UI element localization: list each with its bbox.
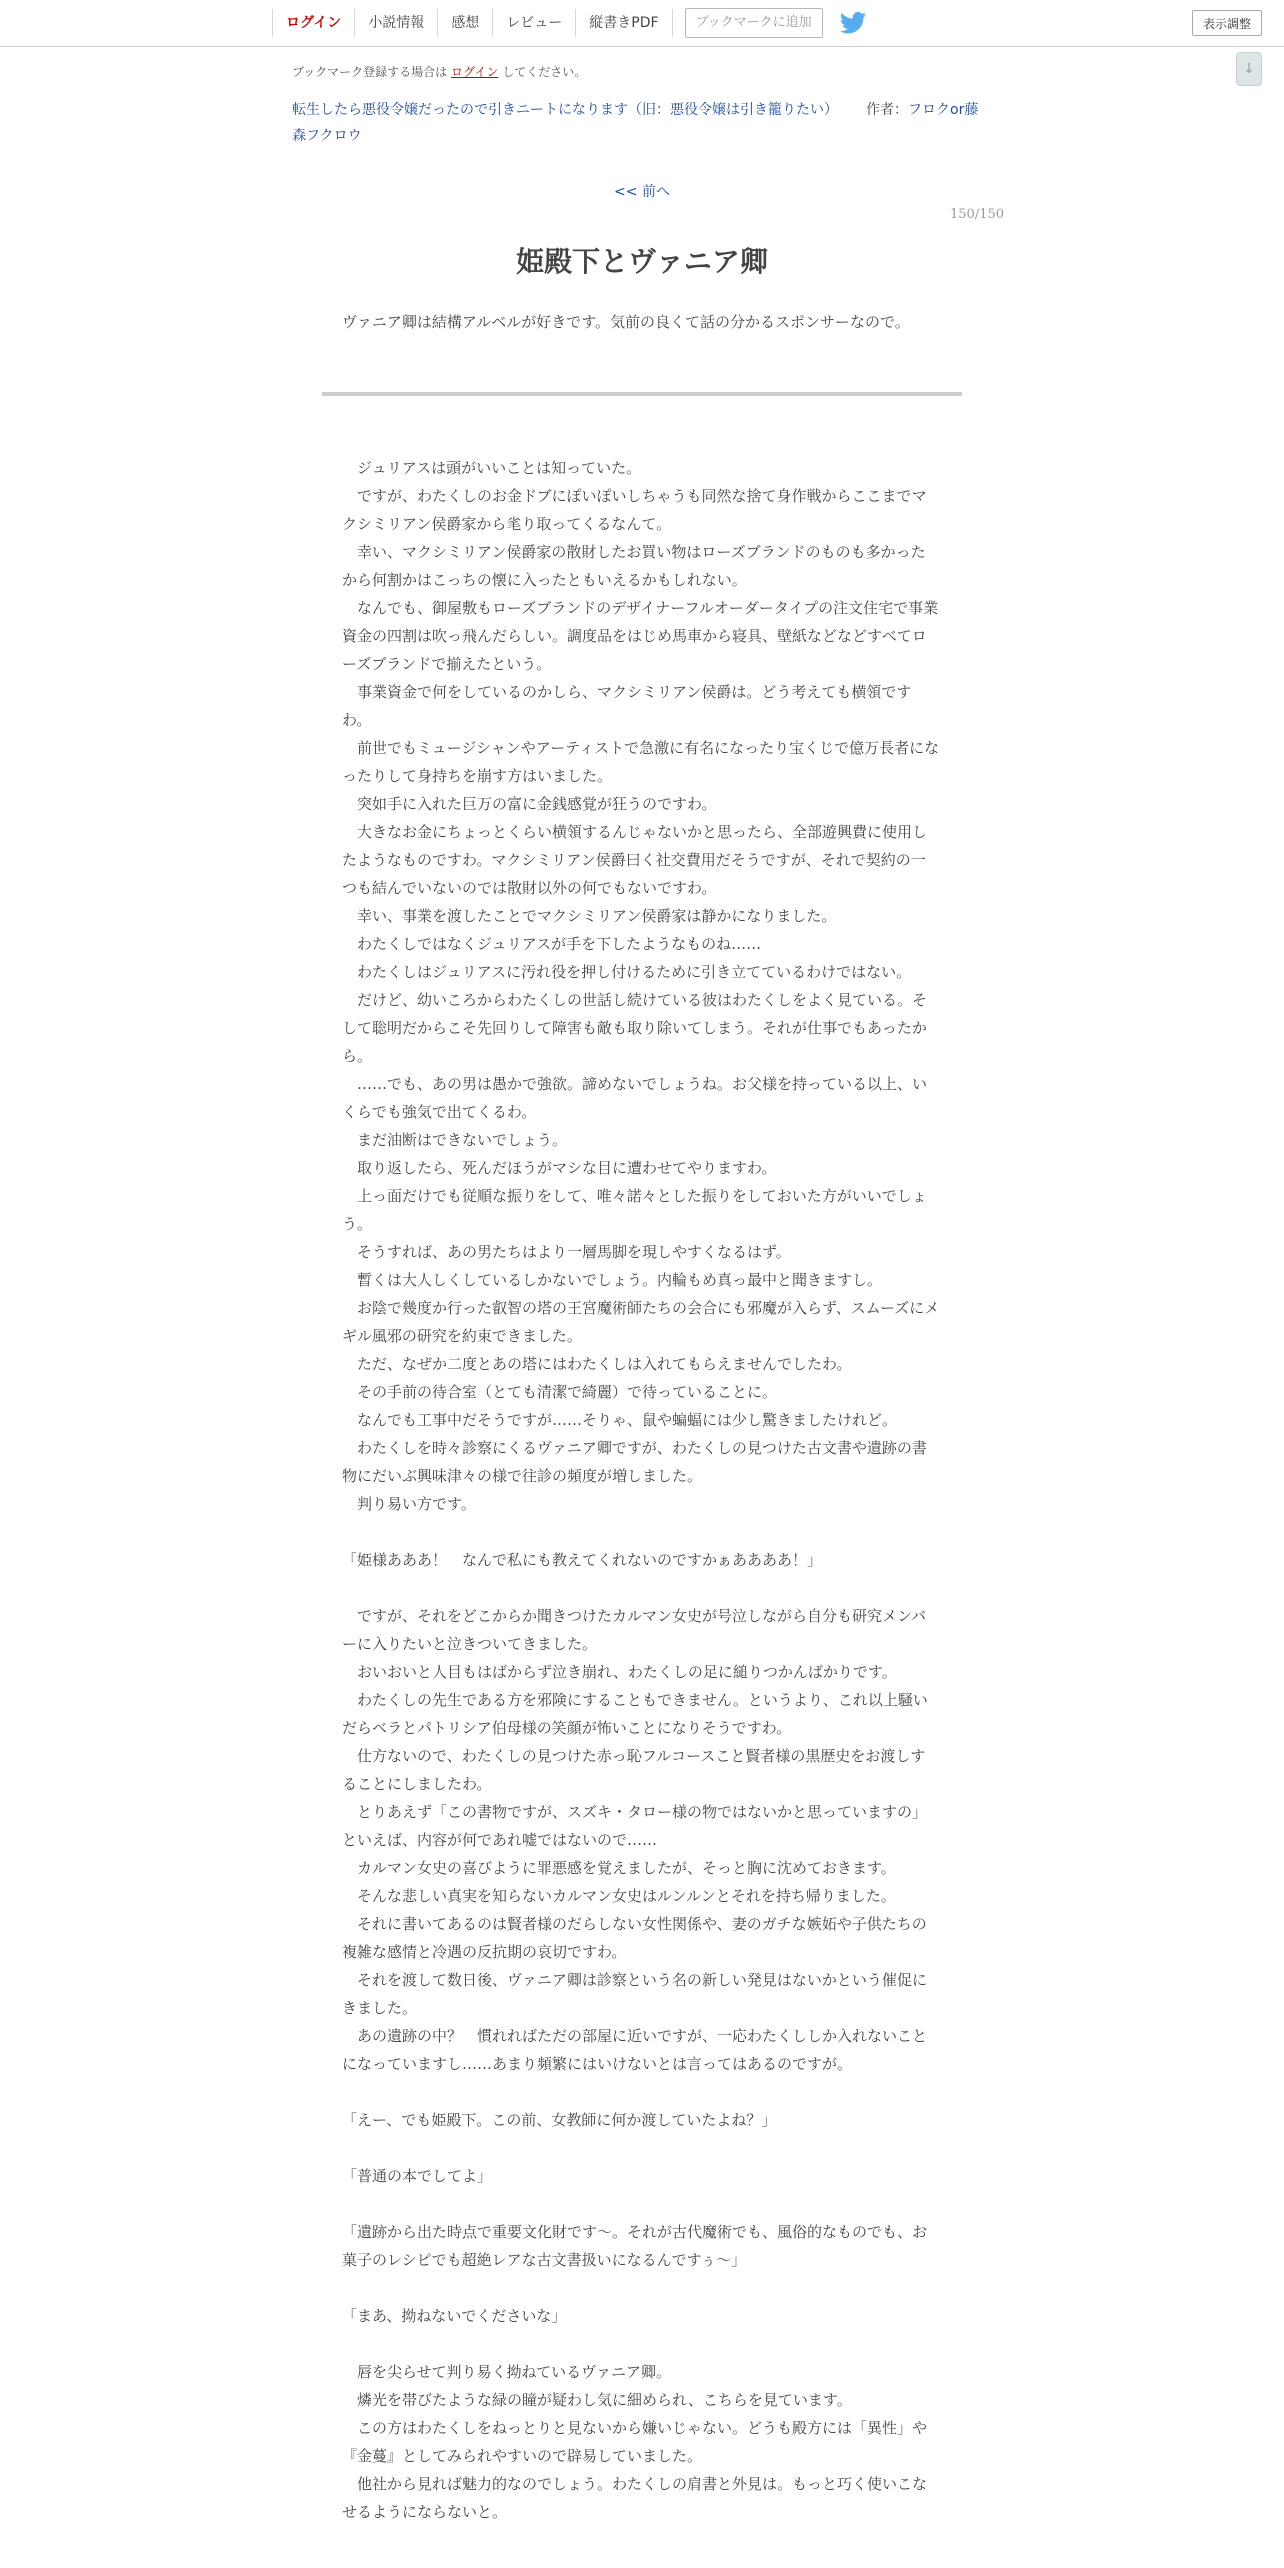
blank-line [342, 2134, 940, 2162]
body-paragraph: お陰で幾度か行った叡智の塔の王宮魔術師たちの会合にも邪魔が入らず、スムーズにメギル風邪の研究を約束できました。 [342, 1299, 940, 1345]
body-paragraph: まだ油断はできないでしょう。 [342, 1131, 568, 1149]
login-note-link[interactable]: ログイン [451, 65, 499, 79]
body-paragraph: 突如手に入れた巨万の富に金銭感覚が狂うのですわ。 [342, 795, 717, 813]
body-paragraph: 「普通の本でしてよ」 [342, 2167, 493, 2185]
body-paragraph: わたくしの先生である方を邪険にすることもできません。というより、これ以上騒いだらベラとパトリシア伯母様の笑顔が怖いことになりそうですわ。 [342, 1691, 928, 1737]
body-paragraph: カルマン女史の喜びように罪悪感を覚えましたが、そっと胸に沈めておきます。 [342, 1859, 896, 1877]
scroll-down-button[interactable]: ↓ [1236, 52, 1262, 86]
body-paragraph: ですが、わたくしのお金ドブにぽいぽいしちゃうも同然な捨て身作戦からここまでマクシミリアン侯爵家から毟り取ってくるなんて。 [342, 487, 927, 533]
body-paragraph: 「姫様あああ！ なんで私にも教えてくれないのですかぁああああ！」 [342, 1551, 823, 1569]
blank-line [342, 2274, 940, 2302]
body-paragraph: この方はわたくしをねっとりと見ないから嫌いじゃない。どうも殿方には「異性」や『金蔓』としてみられやすいので辟易していました。 [342, 2419, 928, 2465]
display-settings-button[interactable]: 表示調整 [1192, 10, 1262, 36]
body-paragraph: 幸い、マクシミリアン侯爵家の散財したお買い物はローズブランドのものも多かったから何割かはこっちの懐に入ったともいえるかもしれない。 [342, 543, 926, 589]
body-paragraph: 「まあ、拗ねないでくださいな」 [342, 2307, 567, 2325]
body-paragraph: なんでも工事中だそうですが……そりゃ、鼠や蝙蝠には少し驚きましたけれど。 [342, 1411, 898, 1429]
body-paragraph: 暫くは大人しくしているしかないでしょう。内輪もめ真っ最中と聞きますし。 [342, 1271, 883, 1289]
body-paragraph: 燐光を帯びたような緑の瞳が疑わし気に細められ、こちらを見ています。 [342, 2391, 852, 2409]
blank-line [342, 2078, 940, 2106]
page-count: 150/150 [950, 207, 1005, 222]
author-link[interactable]: フロクor藤森フクロウ [292, 102, 979, 144]
body-paragraph: ですが、それをどこからか聞きつけたカルマン女史が号泣しながら自分も研究メンバーに入りたいと泣きついてきました。 [342, 1607, 926, 1653]
body-paragraph: 判り易い方です。 [342, 1495, 476, 1513]
body-paragraph: それを渡して数日後、ヴァニア卿は診察という名の新しい発見はないかという催促にきました。 [342, 1971, 927, 2017]
body-paragraph: 他社から見れば魅力的なのでしょう。わたくしの肩書と外見は。もっと巧く使いこなせるようにならないと。 [342, 2475, 928, 2521]
login-note-prefix: ブックマーク登録する場合は [292, 65, 448, 79]
blank-line [342, 2190, 940, 2218]
body-paragraph: とりあえず「この書物ですが、スズキ・タロー様の物ではないかと思っていますの」といえば、内容が何であれ嘘ではないので…… [342, 1803, 928, 1849]
login-note [292, 63, 586, 80]
body-paragraph: 幸い、事業を渡したことでマクシミリアン侯爵家は静かになりました。 [342, 907, 837, 925]
body-paragraph: そんな悲しい真実を知らないカルマン女史はルンルンとそれを持ち帰りました。 [342, 1887, 896, 1905]
nav-review-link[interactable]: レビュー [492, 9, 575, 37]
body-paragraph: だけど、幼いころからわたくしの世話し続けている彼はわたくしをよく見ている。そして聡明だからこそ先回りして障害も敵も取り除いてしまう。それが仕事でもあったから。 [342, 991, 928, 1065]
body-paragraph: おいおいと人目もはばからず泣き崩れ、わたくしの足に縋りつかんばかりです。 [342, 1663, 897, 1681]
body-paragraph: なんでも、御屋敷もローズブランドのデザイナーフルオーダータイプの注文住宅で事業資金の四割は吹っ飛んだらしい。調度品をはじめ馬車から寝具、壁紙などなどすべてローズブランドで揃えたという。 [342, 599, 939, 673]
body-paragraph: 仕方ないので、わたくしの見つけた赤っ恥フルコースこと賢者様の黒歴史をお渡しすることにしましたわ。 [342, 1747, 926, 1793]
twitter-icon[interactable] [839, 12, 867, 34]
body-paragraph: 「えー、でも姫殿下。この前、女教師に何か渡していたよね？」 [342, 2111, 777, 2129]
body-paragraph: その手前の待合室（とても清潔で綺麗）で待っていることに。 [342, 1383, 778, 1401]
chapter-title: 姫殿下とヴァニア卿 [516, 245, 768, 278]
blank-line [342, 1574, 940, 1602]
body-paragraph: それに書いてあるのは賢者様のだらしない女性関係や、妻のガチな嫉妬や子供たちの複雑な感情と冷遇の反抗期の哀切ですわ。 [342, 1915, 927, 1961]
chapter-preface: ヴァニア卿は結構アルベルが好きです。気前の良くて話の分かるスポンサーなので。 [342, 313, 910, 331]
chapter-body [342, 454, 940, 2526]
add-bookmark-button[interactable]: ブックマークに追加 [685, 8, 823, 38]
body-paragraph: そうすれば、あの男たちはより一層馬脚を現しやすくなるはず。 [342, 1243, 791, 1261]
body-paragraph: ……でも、あの男は愚かで強欲。諦めないでしょうね。お父様を持っている以上、いくらでも強気で出てくるわ。 [342, 1075, 928, 1121]
preface-divider [322, 392, 962, 396]
body-paragraph: あの遺跡の中？ 慣れればただの部屋に近いですが、一応わたくししか入れないことになっていますし……あまり頻繁にはいけないとは言ってはあるのですが。 [342, 2027, 928, 2073]
body-paragraph: ジュリアスは頭がいいことは知っていた。 [342, 459, 642, 477]
body-paragraph: 取り返したら、死んだほうがマシな目に遭わせてやりますわ。 [342, 1159, 777, 1177]
prev-page-link[interactable]: << 前へ [614, 184, 670, 200]
body-paragraph: ただ、なぜか二度とあの塔にはわたくしは入れてもらえませんでしたわ。 [342, 1355, 852, 1373]
body-paragraph: わたくしはジュリアスに汚れ役を押し付けるために引き立てているわけではない。 [342, 963, 912, 981]
body-paragraph: 上っ面だけでも従順な振りをして、唯々諾々とした振りをしておいた方がいいでしょう。 [342, 1187, 927, 1233]
body-paragraph: 事業資金で何をしているのかしら、マクシミリアン侯爵は。どう考えても横領ですわ。 [342, 683, 912, 729]
series-title-link[interactable]: 転生したら悪役令嬢だったので引きニートになります（旧：悪役令嬢は引き籠りたい） [292, 102, 838, 118]
login-note-suffix: してください。 [502, 65, 587, 79]
main-nav [272, 6, 867, 40]
series-info [292, 97, 992, 149]
blank-line [342, 2330, 940, 2358]
nav-impressions-link[interactable]: 感想 [437, 9, 492, 37]
body-paragraph: 大きなお金にちょっとくらい横領するんじゃないかと思ったら、全部遊興費に使用したようなものですわ。マクシミリアン侯爵曰く社交費用だそうですが、それで契約の一つも結んでいないのでは散財以外の何でもないですわ。 [342, 823, 928, 897]
body-paragraph: わたくしを時々診察にくるヴァニア卿ですが、わたくしの見つけた古文書や遺跡の書物にだいぶ興味津々の様で往診の頻度が増しました。 [342, 1439, 927, 1485]
body-paragraph: 前世でもミュージシャンやアーティストで急激に有名になったり宝くじで億万長者になったりして身持ちを崩す方はいました。 [342, 739, 940, 785]
blank-line [342, 1518, 940, 1546]
body-paragraph: 唇を尖らせて判り易く拗ねているヴァニア卿。 [342, 2363, 672, 2381]
nav-login-link[interactable]: ログイン [272, 9, 354, 37]
nav-vertical-pdf-link[interactable]: 縦書きPDF [575, 9, 672, 37]
top-bar [0, 0, 1284, 47]
body-paragraph: 「遺跡から出た時点で重要文化財です～。それが古代魔術でも、風俗的なものでも、お菓子のレシピでも超絶レアな古文書扱いになるんですぅ～」 [342, 2223, 928, 2269]
author-label: 作者： [866, 102, 908, 118]
body-paragraph: わたくしではなくジュリアスが手を下したようなものね…… [342, 935, 762, 953]
nav-novel-info-link[interactable]: 小説情報 [354, 9, 437, 37]
